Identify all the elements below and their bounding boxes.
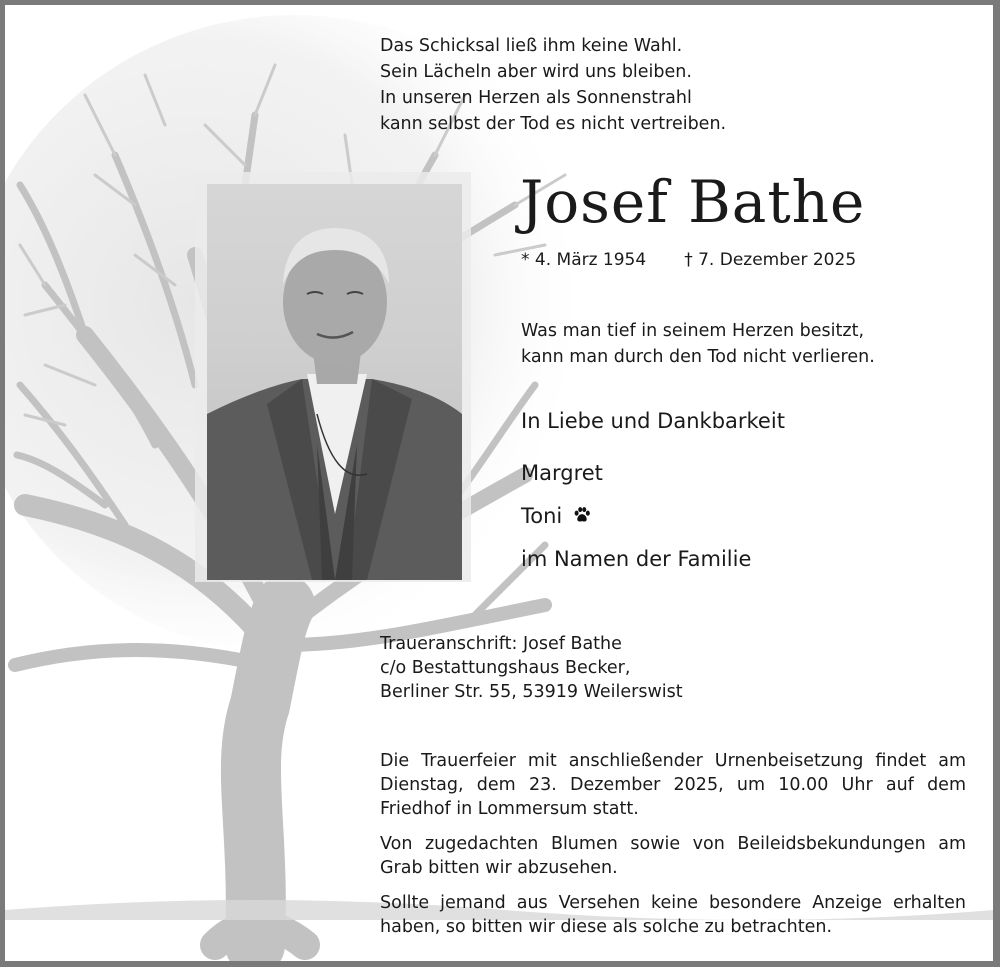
deceased-name: Josef Bathe xyxy=(520,168,866,236)
notification-notice: Sollte jemand aus Versehen keine besondere Anzeige erhalten haben, so bitten wir diese als solche zu betrachten. xyxy=(380,893,966,937)
quote-line: kann man durch den Tod nicht verlieren. xyxy=(521,347,875,367)
funeral-notices xyxy=(380,749,966,950)
portrait-photo xyxy=(207,184,462,580)
quote-line: Was man tief in seinem Herzen besitzt, xyxy=(521,321,865,341)
poem-line: In unseren Herzen als Sonnenstrahl xyxy=(380,88,692,108)
portrait-frame xyxy=(195,172,471,582)
death-date: † 7. Dezember 2025 xyxy=(684,250,857,270)
dedication-text: In Liebe und Dankbarkeit xyxy=(521,409,785,433)
address-line: c/o Bestattungshaus Becker, xyxy=(380,658,631,678)
life-dates xyxy=(521,248,856,272)
poem-line: Das Schicksal ließ ihm keine Wahl. xyxy=(380,36,683,56)
address-line: Traueranschrift: Josef Bathe xyxy=(380,634,622,654)
mourner-name: Margret xyxy=(521,461,603,485)
memorial-quote xyxy=(521,318,875,370)
flowers-notice: Von zugedachten Blumen sowie von Beileidsbekundungen am Grab bitten wir abzusehen. xyxy=(380,834,966,878)
ceremony-notice: Die Trauerfeier mit anschließender Urnenbeisetzung findet am Dienstag, dem 23. Dezember 2025, um 10.00 Uhr auf dem Friedhof in Lommersum statt. xyxy=(380,751,966,819)
person-silhouette-icon xyxy=(207,184,462,580)
birth-date: * 4. März 1954 xyxy=(521,250,647,270)
opening-poem xyxy=(380,33,726,137)
mourner-name: Toni xyxy=(521,504,563,528)
address-line: Berliner Str. 55, 53919 Weilerswist xyxy=(380,682,683,702)
condolence-address xyxy=(380,632,683,704)
mourner-entry xyxy=(521,504,591,528)
paw-icon xyxy=(573,506,591,524)
poem-line: kann selbst der Tod es nicht vertreiben. xyxy=(380,114,727,134)
obituary-card xyxy=(5,5,993,961)
family-closing: im Namen der Familie xyxy=(521,547,752,571)
poem-line: Sein Lächeln aber wird uns bleiben. xyxy=(380,62,692,82)
